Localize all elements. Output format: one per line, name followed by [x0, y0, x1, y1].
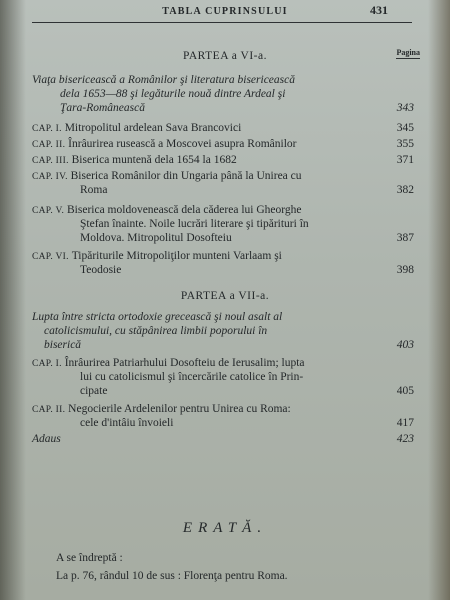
toc-line: CAP. VI. Tipăriturile Mitropoliţilor munteni Varlaam şi [32, 250, 282, 262]
toc-page-number: 355 [396, 138, 414, 150]
toc-line: biserică 403 [44, 339, 414, 351]
toc-line: catolicismului, cu stăpânirea limbii poporului în [44, 325, 268, 337]
header-rule [32, 22, 412, 23]
toc-page-number: 403 [396, 339, 414, 351]
toc-line: Roma 382 [80, 184, 414, 196]
toc-adaus: Adaus 423 [32, 433, 414, 445]
toc-page-number: 405 [396, 385, 414, 397]
toc-line: CAP. V. Biserica moldovenească dela căderea lui Gheorghe [32, 204, 302, 216]
erata-line: La p. 76, rândul 10 de sus : Florenţa pentru Roma. [56, 570, 288, 582]
toc-page-number: 398 [396, 264, 414, 276]
toc-line: Lupta între stricta ortodoxie grecească şi noul asalt al [32, 311, 283, 323]
toc-line: Moldova. Mitropolitul Dosofteiu 387 [80, 232, 414, 244]
part-title-6: PARTEA a VI-a. [183, 50, 267, 62]
toc-line: Viaţa bisericească a Românilor şi literatura bisericească [32, 74, 295, 86]
toc-line: CAP. I. Înrâurirea Patriarhului Dosofteiu de Ierusalim; lupta [32, 357, 305, 369]
toc-line: Ştefan înainte. Noile lucrări literare şi tipărituri în [80, 218, 309, 230]
pagina-label: Pagina [396, 48, 420, 57]
toc-page-number: 423 [396, 433, 414, 445]
toc-line: lui cu catolicismul şi încercările catolice în Prin- [80, 371, 304, 383]
toc-line: CAP. II. Negocierile Ardelenilor pentru Unirea cu Roma: [32, 403, 291, 415]
toc-line: dela 1653—88 şi legăturile nouă dintre Ardeal şi [60, 88, 286, 100]
toc-line: Teodosie 398 [80, 264, 414, 276]
toc-page-number: 371 [396, 154, 414, 166]
toc-page-number: 343 [396, 102, 414, 114]
toc-line: CAP. I. Mitropolitul ardelean Sava Brancovici 345 [32, 122, 414, 134]
toc-page-number: 387 [396, 232, 414, 244]
toc-page-number: 345 [396, 122, 414, 134]
part-title-7: PARTEA a VII-a. [180, 290, 270, 302]
toc-line: cipate 405 [80, 385, 414, 397]
toc-page-number: 417 [396, 417, 414, 429]
toc-line: cele d'intâiu învoieli 417 [80, 417, 414, 429]
toc-page-number: 382 [396, 184, 414, 196]
toc-line: CAP. III. Biserica muntenă dela 1654 la 1682 371 [32, 154, 414, 166]
erata-line: A se îndreptă : [56, 552, 123, 564]
toc-line: CAP. II. Înrâurirea rusească a Moscovei asupra Românilor 355 [32, 138, 414, 150]
page-number: 431 [370, 3, 388, 17]
toc-line: Ţara-Românească 343 [60, 102, 414, 114]
erata-title: ERATĂ. [182, 520, 268, 536]
toc-line: CAP. IV. Biserica Românilor din Ungaria până la Unirea cu [32, 170, 302, 182]
running-title: TABLA CUPRINSULUI [162, 6, 288, 17]
